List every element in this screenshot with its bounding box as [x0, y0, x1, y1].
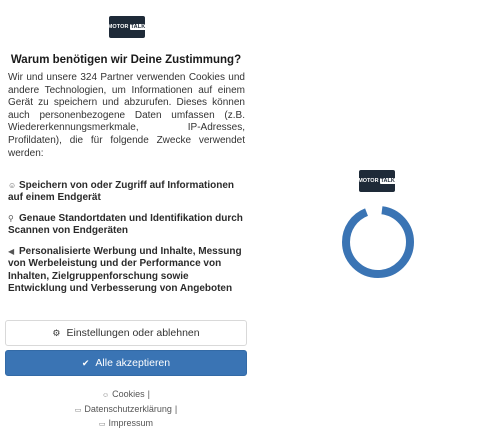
- purpose-text: Genaue Standortdaten und Identifikation durch Scannen von Endgeräten: [8, 213, 243, 237]
- footer-links: [0, 388, 252, 428]
- loader-motortalk-logo: [359, 170, 395, 192]
- privacy-policy-link[interactable]: Datenschutzerklärung: [84, 403, 172, 414]
- purpose-item-location: [8, 213, 245, 238]
- consent-title: Warum benötigen wir Deine Zustimmung?: [10, 54, 242, 66]
- purpose-item-storage: [8, 180, 245, 205]
- document-icon: ▭: [98, 421, 106, 428]
- accept-all-button[interactable]: [5, 350, 247, 376]
- location-pin-icon: ⚲: [8, 214, 14, 223]
- footer-link-row: [0, 403, 252, 418]
- footer-separator: |: [147, 389, 150, 399]
- purpose-text: Personalisierte Werbung und Inhalte, Messung von Werbeleistung und der Performance von Inhalten, Zielgruppenforschung sowie Entwicklung und Verbesserung von Angeboten: [8, 246, 242, 295]
- logo-text: MOTOR: [107, 24, 129, 30]
- cookies-link[interactable]: Cookies: [112, 389, 145, 399]
- settings-button-label: Einstellungen oder ablehnen: [66, 327, 200, 339]
- footer-link-row: [0, 388, 252, 403]
- check-icon: ✔: [81, 357, 90, 368]
- consent-description: Wir und unsere 324 Partner verwenden Cookies und andere Technologien, um Informationen auf einem Gerät zu speichern und abzurufen. Dieses können auch personenbezogene Daten umfassen (z.B. Wiedererkennungsmerkmale, IP-Adresses, Profildaten), die für folgende Zwecke verwendet werden:: [8, 72, 245, 159]
- purpose-item-advertising: [8, 246, 245, 296]
- gear-icon: ⚙: [52, 327, 61, 338]
- settings-or-reject-button[interactable]: [5, 320, 247, 346]
- cookie-icon: ☺: [8, 181, 17, 190]
- motortalk-logo: [109, 16, 145, 38]
- loading-spinner-icon: [340, 204, 416, 280]
- document-icon: ▭: [74, 406, 82, 414]
- footer-link-row: [0, 417, 252, 428]
- megaphone-icon: ◀: [8, 247, 15, 256]
- logo-badge: TALK: [380, 178, 395, 184]
- purpose-text: Speichern von oder Zugriff auf Informationen auf einem Endgerät: [8, 180, 235, 204]
- accept-button-label: Alle akzeptieren: [95, 357, 171, 369]
- logo-text: MOTOR: [358, 178, 379, 184]
- cookie-icon: ☺: [101, 392, 110, 399]
- footer-separator: |: [174, 403, 178, 414]
- imprint-link[interactable]: Impressum: [108, 418, 154, 428]
- logo-badge: TALK: [130, 24, 146, 30]
